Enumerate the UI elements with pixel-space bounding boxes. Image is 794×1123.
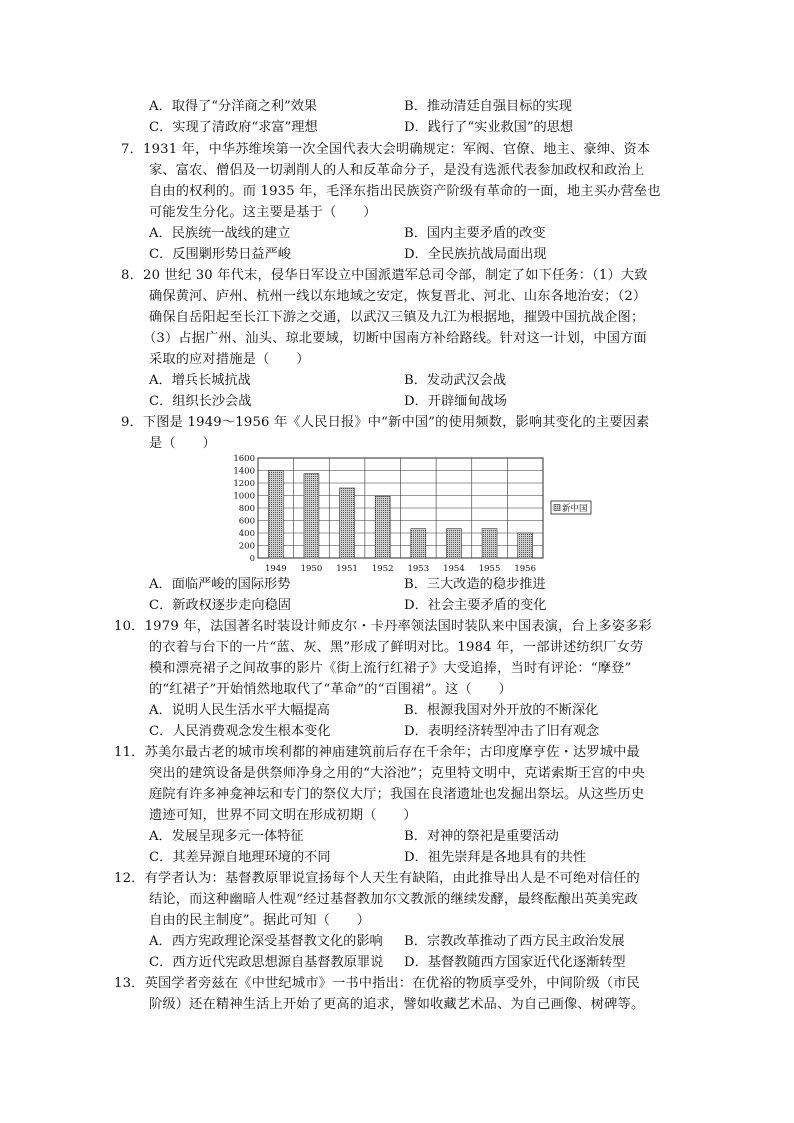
- q11-stem-line-1: 11．苏美尔最古老的城市埃利都的神庙建筑前后存在千余年；古印度摩亨佐・达罗城中最: [114, 745, 640, 760]
- y-tick-label: 400: [238, 529, 255, 539]
- bar-1950: [304, 474, 319, 558]
- q12-stem-line-3: 自由的民主制度”。据此可知（ ）: [149, 913, 371, 928]
- q12-stem-line-2: 结论，而这种幽暗人性观“经过基督教加尔文教派的继续发酵，最终酝酿出英美宪政: [149, 892, 638, 907]
- q7-stem-line-2: 家、富农、僧侣及一切剥削人的人和反革命分子，是没有选派代表参加政权和政治上: [149, 163, 645, 178]
- q13-stem-line-2: 阶级）还在精神生活上开始了更高的追求，譬如收藏艺术品、为自己画像、树碑等。: [149, 997, 645, 1012]
- x-tick-label: 1953: [407, 564, 430, 574]
- q10-option-a[interactable]: A．说明人民生活水平大幅提高: [149, 703, 330, 718]
- q13-stem-line-1: 13．英国学者旁兹在《中世纪城市》一书中指出：在优裕的物质享受外，中间阶级（市民: [114, 976, 640, 991]
- q6-option-b[interactable]: B．推动清廷自强目标的实现: [404, 99, 572, 114]
- usage-frequency-bar-chart: [225, 450, 605, 578]
- bar-1953: [411, 529, 426, 558]
- y-tick-label: 1600: [233, 454, 255, 464]
- q7-stem-line-1: 7．1931 年，中华苏维埃第一次全国代表大会明确规定：军阀、官僚、地主、豪绅、资本: [121, 142, 651, 157]
- q11-option-c[interactable]: C．其差异源自地理环境的不同: [149, 850, 331, 865]
- q8-option-b[interactable]: B．发动武汉会战: [404, 373, 507, 388]
- q11-stem-line-2: 突出的建筑设备是供祭师净身之用的“大浴池”；克里特文明中，克诺索斯王宫的中央: [149, 766, 645, 781]
- q8-option-c[interactable]: C．组织长沙会战: [149, 394, 252, 409]
- q7-stem-line-4: 可能发生分化。这主要是基于（ ）: [149, 205, 377, 220]
- y-tick-label: 1000: [233, 491, 255, 502]
- q9-option-d[interactable]: D．社会主要矛盾的变化: [404, 598, 547, 613]
- q8-option-d[interactable]: D．开辟缅甸战场: [404, 394, 507, 409]
- legend-swatch: [554, 505, 560, 511]
- q8-stem-line-3: 确保自岳阳起至长江下游之交通，以武汉三镇及九江为根据地，摧毁中国抗战企图；: [149, 310, 645, 325]
- q9-option-a[interactable]: A．面临严峻的国际形势: [149, 577, 291, 592]
- q11-option-b[interactable]: B．对神的祭祀是重要活动: [404, 829, 559, 844]
- x-tick-label: 1950: [300, 564, 323, 574]
- bar-1952: [375, 496, 390, 558]
- q12-option-b[interactable]: B．宗教改革推动了西方民主政治发展: [404, 934, 625, 949]
- q11-stem-line-3: 庭院有许多神龛神坛和专门的祭仪大厅；我国在良渚遗址也发掘出祭坛。从这些历史: [149, 787, 645, 802]
- q11-option-a[interactable]: A．发展呈现多元一体特征: [149, 829, 304, 844]
- q9-stem-line-1: 9．下图是 1949～1956 年《人民日报》中“新中国”的使用频数，影响其变化的主要因素: [121, 415, 650, 430]
- q8-stem-line-2: 确保黄河、庐州、杭州一线以东地域之安定，恢复晋北、河北、山东各地治安；（2）: [149, 289, 647, 304]
- q9-option-b[interactable]: B．三大改造的稳步推进: [404, 577, 546, 592]
- y-tick-label: 1400: [233, 466, 255, 477]
- q10-stem-line-3: 模和漂亮裙子之间故事的影片《街上流行红裙子》大受追捧，当时有评论：“摩登”: [149, 661, 632, 676]
- q12-option-a[interactable]: A．西方宪政理论深受基督教文化的影响: [149, 934, 383, 949]
- x-tick-label: 1951: [336, 564, 358, 574]
- bar-1955: [482, 529, 497, 558]
- q6-option-a[interactable]: A．取得了“分洋商之利”效果: [149, 99, 318, 114]
- bar-1951: [340, 488, 355, 558]
- x-tick-label: 1955: [478, 564, 501, 574]
- bar-1954: [446, 529, 461, 558]
- q9-stem-line-2: 是（ ）: [149, 436, 216, 451]
- q7-option-a[interactable]: A．民族统一战线的建立: [149, 226, 291, 241]
- q8-stem-line-4: （3）占据广州、汕头、琼北要域，切断中国南方补给路线。针对这一计划，中国方面: [143, 331, 647, 346]
- q12-option-c[interactable]: C．西方近代宪政思想源自基督教原罪说: [149, 955, 384, 970]
- q7-stem-line-3: 自由的权利的。而 1935 年，毛泽东指出民族资产阶级有革命的一面，地主买办营垒也: [149, 184, 661, 199]
- q10-stem-line-4: 的“红裙子”开始悄然地取代了“革命”的“百围裙”。这（ ）: [149, 682, 512, 697]
- q10-stem-line-1: 10．1979 年，法国著名时装设计师皮尔・卡丹率领法国时装队来中国表演，台上多姿多彩: [114, 619, 652, 634]
- bar-1956: [518, 533, 533, 558]
- q7-option-c[interactable]: C．反围剿形势日益严峻: [149, 247, 291, 262]
- y-tick-label: 1200: [233, 479, 255, 489]
- q6-option-d[interactable]: D．践行了“实业救国”的思想: [404, 120, 574, 135]
- q6-option-c[interactable]: C．实现了清政府“求富”理想: [149, 120, 318, 135]
- x-tick-label: 1949: [264, 564, 287, 574]
- q9-option-c[interactable]: C．新政权逐步走向稳固: [149, 598, 291, 613]
- q8-option-a[interactable]: A．增兵长城抗战: [149, 373, 251, 388]
- q7-option-b[interactable]: B．国内主要矛盾的改变: [404, 226, 546, 241]
- q11-option-d[interactable]: D．祖先崇拜是各地具有的共性: [404, 850, 587, 865]
- q12-stem-line-1: 12．有学者认为：基督教原罪说宣扬每个人天生有缺陷，由此推导出人是不可绝对信任的: [114, 871, 640, 886]
- legend-label: 新中国: [562, 504, 588, 514]
- y-tick-label: 200: [238, 541, 255, 552]
- q10-option-b[interactable]: B．根源我国对外开放的不断深化: [404, 703, 599, 718]
- q10-option-c[interactable]: C．人民消费观念发生根本变化: [149, 724, 331, 739]
- q12-option-d[interactable]: D．基督教随西方国家近代化逐渐转型: [404, 955, 626, 970]
- y-tick-label: 600: [238, 516, 255, 527]
- q8-stem-line-1: 8．20 世纪 30 年代末，侵华日军设立中国派遣军总司令部，制定了如下任务：（1）大致: [121, 268, 648, 283]
- q7-option-d[interactable]: D．全民族抗战局面出现: [404, 247, 547, 262]
- x-tick-label: 1952: [371, 564, 394, 574]
- q10-stem-line-2: 的衣着与台下的一片“蓝、灰、黑”形成了鲜明对比。1984 年，一部讲述纺织厂女劳: [149, 640, 644, 655]
- q10-option-d[interactable]: D．表明经济转型冲击了旧有观念: [404, 724, 600, 739]
- x-tick-label: 1956: [514, 564, 537, 574]
- y-tick-label: 800: [238, 504, 255, 514]
- q11-stem-line-4: 遗迹可知，世界不同文明在形成初期（ ）: [149, 808, 417, 823]
- q8-stem-line-5: 采取的应对措施是（ ）: [149, 352, 310, 367]
- y-tick-label: 0: [249, 554, 255, 564]
- bar-1949: [268, 471, 283, 559]
- x-tick-label: 1954: [443, 564, 465, 574]
